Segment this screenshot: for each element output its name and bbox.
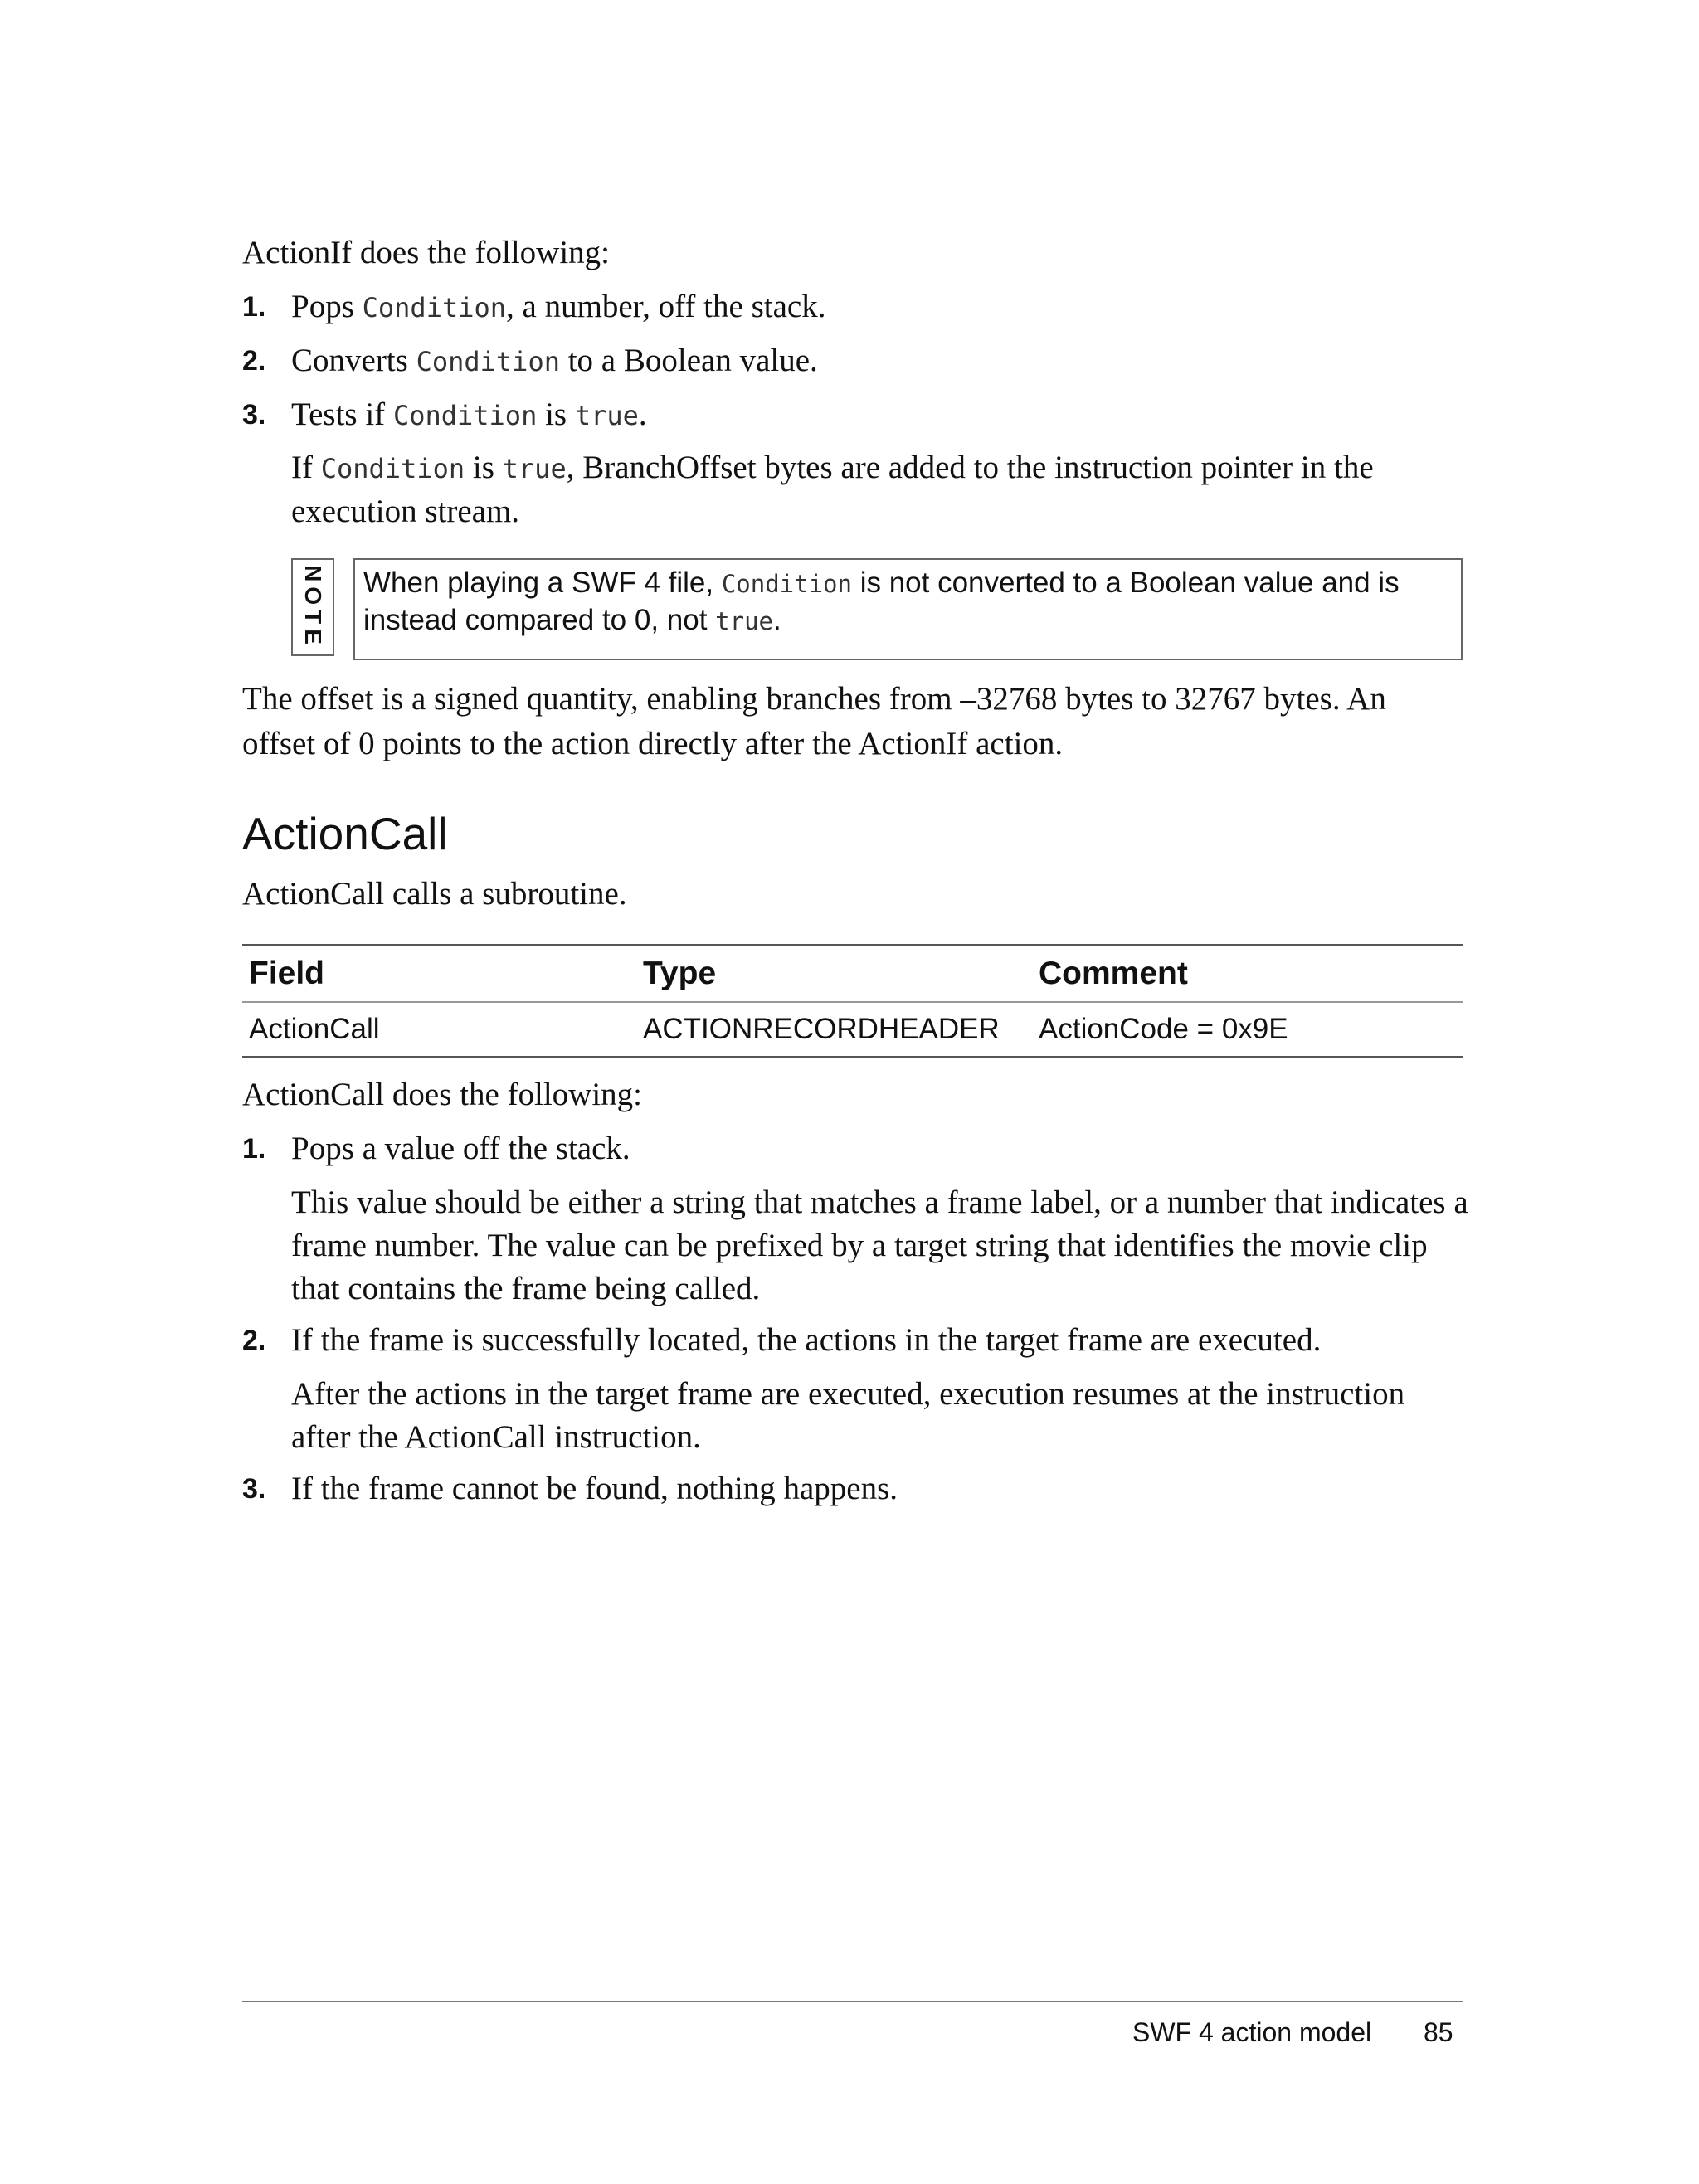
list-item: Pops Condition, a number, off the stack. <box>291 289 826 324</box>
step-number: 2. <box>242 345 266 377</box>
code-condition: Condition <box>362 292 507 323</box>
code-true: true <box>715 607 773 635</box>
step-detail: This value should be either a string that matches a frame label, or a number that indicates a frame number. The value can be prefixed by a target string that identifies the movie clip that contains the frame being called. <box>291 1184 1468 1306</box>
list-item: Converts Condition to a Boolean value. <box>291 343 818 378</box>
table-cell: ActionCall <box>249 1013 380 1045</box>
code-condition: Condition <box>320 453 465 484</box>
step-number: 3. <box>242 399 266 430</box>
step-detail: After the actions in the target frame are executed, execution resumes at the instruction after the ActionCall instruction. <box>291 1376 1405 1455</box>
step-number: 1. <box>242 1133 266 1165</box>
footer-section-title: SWF 4 action model <box>1132 2017 1372 2047</box>
actionif-intro: ActionIf does the following: <box>242 235 610 270</box>
table-header: Field <box>249 955 325 991</box>
step-number: 1. <box>242 291 266 323</box>
code-condition: Condition <box>721 570 852 598</box>
offset-paragraph: The offset is a signed quantity, enabling branches from –32768 bytes to 32767 bytes. An offset of 0 points to the action directly after the ActionIf action. <box>242 681 1386 761</box>
table-header: Type <box>643 955 717 991</box>
code-condition: Condition <box>416 346 560 377</box>
table-header: Comment <box>1039 955 1188 991</box>
step-detail: If Condition is true, BranchOffset bytes are added to the instruction pointer in the execution stream. <box>291 450 1374 529</box>
code-true: true <box>574 400 639 431</box>
table-cell: ACTIONRECORDHEADER <box>643 1013 1000 1045</box>
list-item: Tests if Condition is true. <box>291 396 647 432</box>
list-item: Pops a value off the stack. <box>291 1131 630 1166</box>
section-heading: ActionCall <box>242 808 448 859</box>
page-number: 85 <box>1424 2017 1453 2047</box>
table-header-row <box>242 945 1463 1002</box>
step-number: 2. <box>242 1325 266 1356</box>
note-label: NOTE <box>291 558 334 656</box>
field-table <box>242 944 1463 1058</box>
note-box: When playing a SWF 4 file, Condition is not converted to a Boolean value and is instead compared to 0, not true. <box>353 558 1463 660</box>
list-item: If the frame cannot be found, nothing happens. <box>291 1471 898 1506</box>
step-number: 3. <box>242 1473 266 1505</box>
list-item: If the frame is successfully located, the actions in the target frame are executed. <box>291 1322 1322 1358</box>
code-true: true <box>502 453 567 484</box>
footer-divider <box>242 2001 1463 2002</box>
table-row <box>242 1002 1463 1057</box>
section-description: ActionCall calls a subroutine. <box>242 876 627 912</box>
table-cell: ActionCode = 0x9E <box>1039 1013 1288 1045</box>
actioncall-intro: ActionCall does the following: <box>242 1077 643 1112</box>
code-condition: Condition <box>392 400 538 431</box>
